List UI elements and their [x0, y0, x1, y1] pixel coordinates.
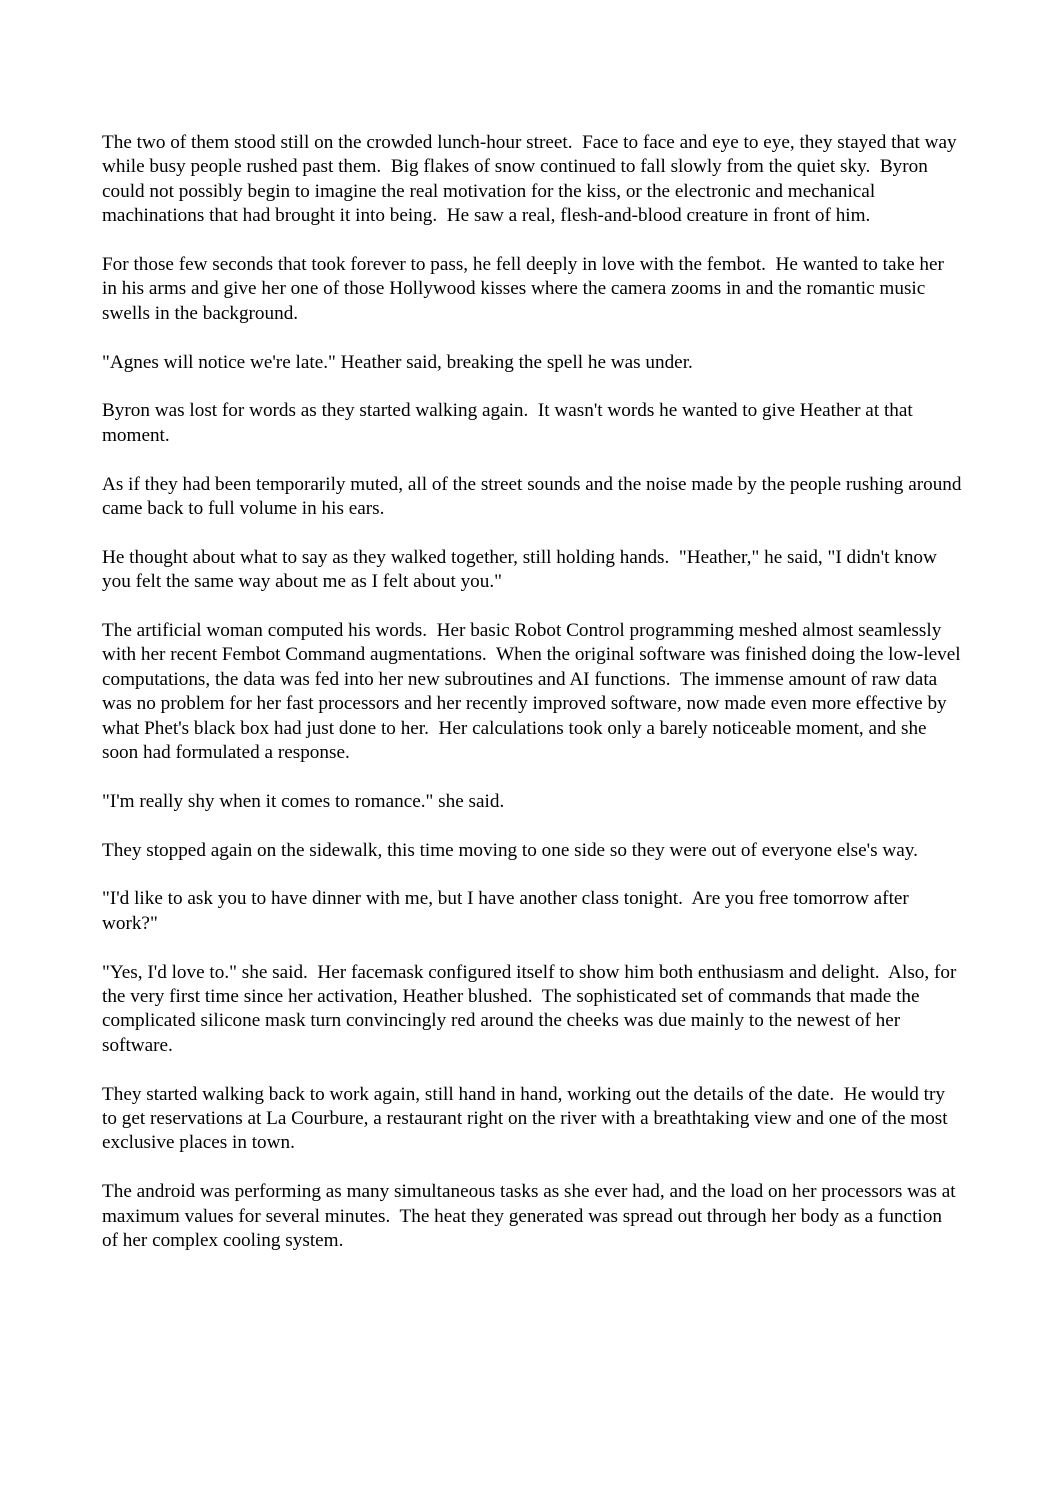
- paragraph-5: As if they had been temporarily muted, all of the street sounds and the noise made by the people rushing around came back to full volume in his ears.: [102, 473, 967, 520]
- paragraph-8: "I'm really shy when it comes to romance." she said.: [102, 790, 505, 812]
- paragraph-12: They started walking back to work again, still hand in hand, working out the details of the date. He would try to get reservations at La Courbure, a restaurant right on the river with a breathtaking view and one of the most exclusive places in town.: [102, 1083, 953, 1154]
- paragraph-3: "Agnes will notice we're late." Heather said, breaking the spell he was under.: [102, 351, 693, 373]
- paragraph-11: "Yes, I'd love to." she said. Her facemask configured itself to show him both enthusiasm and delight. Also, for the very first time since her activation, Heather blushed. The sophisticated set of commands that made the complicated silicone mask turn convincingly red around the cheeks was due mainly to the newest of her software.: [102, 961, 962, 1056]
- paragraph-9: They stopped again on the sidewalk, this time moving to one side so they were out of everyone else's way.: [102, 839, 918, 861]
- paragraph-7: The artificial woman computed his words. Her basic Robot Control programming meshed almost seamlessly with her recent Fembot Command augmentations. When the original software was finished doing the low-level computations, the data was fed into her new subroutines and AI functions. The immense amount of raw data was no problem for her fast processors and her recently improved software, now made even more effective by what Phet's black box had just done to her. Her calculations took only a barely noticeable moment, and she soon had formulated a response.: [102, 620, 966, 764]
- paragraph-1: The two of them stood still on the crowded lunch-hour street. Face to face and eye to eye, they stayed that way while busy people rushed past them. Big flakes of snow continued to fall slowly from the quiet sky. Byron could not possibly begin to imagine the real motivation for the kiss, or the electronic and mechanical machinations that had brought it into being. He saw a real, flesh-and-blood creature in front of him.: [102, 132, 962, 227]
- paragraph-4: Byron was lost for words as they started walking again. It wasn't words he wanted to give Heather at that moment.: [102, 400, 918, 446]
- paragraph-13: The android was performing as many simultaneous tasks as she ever had, and the load on her processors was at maximum values for several minutes. The heat they generated was spread out through her body as a function of her complex cooling system.: [102, 1181, 961, 1252]
- body-text: [102, 131, 967, 1278]
- paragraph-6: He thought about what to say as they walked together, still holding hands. "Heather," he said, "I didn't know you felt the same way about me as I felt about you.": [102, 546, 942, 593]
- paragraph-10: "I'd like to ask you to have dinner with me, but I have another class tonight. Are you free tomorrow after work?": [102, 888, 914, 934]
- paragraph-2: For those few seconds that took forever to pass, he fell deeply in love with the fembot. He wanted to take her in his arms and give her one of those Hollywood kisses where the camera zooms in and the romantic music swells in the background.: [102, 254, 949, 324]
